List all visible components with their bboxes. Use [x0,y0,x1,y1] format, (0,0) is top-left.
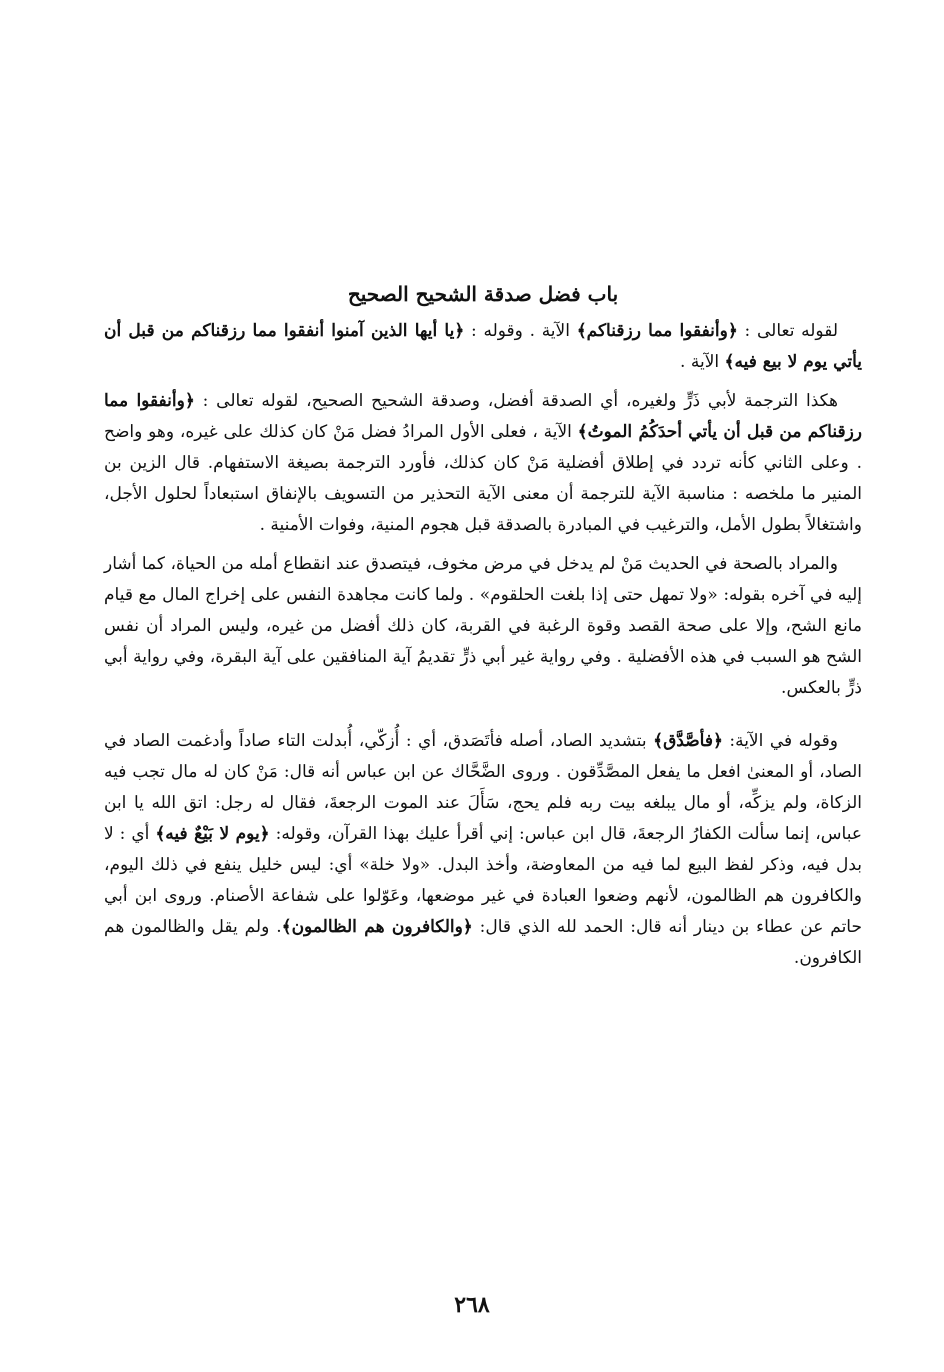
page-content [104,276,862,982]
quran-verse: ﴿يا أيها الذين آمنوا أنفقوا مما رزقناكم من قبل أن يأتي يوم لا بيع فيه﴾ [104,321,862,372]
quran-verse: ﴿يوم لا بَيْعٌ فيه﴾ [155,824,270,844]
quran-verse: ﴿وأنفقوا مما رزقناكم من قبل أن يأتي أحدَكُمُ الموتُ﴾ [104,391,862,442]
paragraph-4-text-1: وقوله في الآية: [722,731,838,751]
quran-verse: ﴿فأصَّدَّق﴾ [653,731,723,751]
quran-verse: ﴿وأنفقوا مما رزقناكم﴾ [576,321,738,341]
quran-verse: ﴿والكافرون هم الظالمون﴾ [281,917,473,937]
paragraph-3 [104,549,862,704]
paragraph-4-text-3: أي : لا بدل فيه، وذكر لفظ البيع لما فيه من المعاوضة، وأخذ البدل. «ولا خلة» أي: ليس خليل ينفع في ذلك اليوم، والكافرون هم الظالمون، لأنهم وضعوا العبادة في غير موضعها، وعَوّلوا على شفاعة الأصنام. وروى ابن أبي حاتم عن عطاء بن دينار أنه قال: الحمد لله الذي قال: [104,824,862,937]
chapter-title: باب فضل صدقة الشحيح الصحيح [347,282,619,306]
paragraph-1-text-2: الآية . وقوله : [464,321,577,341]
paragraph-1-text-1: لقوله تعالى : [737,321,838,341]
paragraph-4 [104,726,862,974]
page-number: ٢٦٨ [454,1292,490,1318]
paragraph-3-text-1: والمراد بالصحة في الحديث مَنْ لم يدخل في مرض مخوف، فيتصدق عند انقطاع أمله من الحياة، كما أشار إليه في آخره بقوله: «ولا تمهل حتى إذا بلغت الحلقوم» . ولما كانت مجاهدة النفس على إخراج المال مع قيام مانع الشح، وإلا على صحة القصد وقوة الرغبة في القربة، كان ذلك أفضل من غيره، وليس المراد أن نفس الشح هو السبب في هذه الأفضلية . وفي رواية غير أبي ذرٍّ تقديمُ آية المنافقين على آية البقرة، وفي رواية أبي ذرٍّ بالعكس. [104,554,862,698]
paragraph-2-text-1: هكذا الترجمة لأبي ذَرٍّ ولغيره، أي الصدقة أفضل، وصدقة الشحيح الصحيح، لقوله تعالى : [194,391,838,411]
paragraph-2-text-2: الآية ، فعلى الأول المرادُ فضل مَنْ كان كذلك على غيره، وهو واضح . وعلى الثاني كأنه تردد في إطلاق أفضلية مَنْ كان كذلك، فأورد الترجمة بصيغة الاستفهام. قال الزين بن المنير ما ملخصه : مناسبة الآية للترجمة أن معنى الآية التحذير من التسويف بالإنفاق استبعاداً لحلول الأجل، واشتغالاً بطول الأمل، والترغيب في المبادرة بالصدقة قبل هجوم المنية، وفوات الأمنية . [104,422,862,535]
paragraph-4-text-2: بتشديد الصاد، أصله فأتَصَدق، أي : أُزكّي، أُبدلت التاء صاداً وأدغمت الصاد في الصاد، أو المعنىٰ افعل ما يفعل المصَّدِّقون . وروى الضَّحَّاك عن ابن عباس أنه قال: مَنْ كان له مال تجب فيه الزكاة، ولم يزكِّه، أو مال يبلغه بيت ربه فلم يحج، سَأَلَ عند الموت الرجعةَ، فقال له رجل: اتق الله يا ابن عباس، إنما سألت الكفارُ الرجعةَ، قال ابن عباس: إني أقرأ عليك بهذا القرآن، وقوله: [104,731,863,844]
paragraph-1-text-3: الآية . [680,352,725,372]
paragraph-2 [104,386,862,541]
paragraph-4-text-4: . ولم يقل والظالمون هم الكافرون. [104,917,862,968]
paragraph-1 [104,316,862,378]
